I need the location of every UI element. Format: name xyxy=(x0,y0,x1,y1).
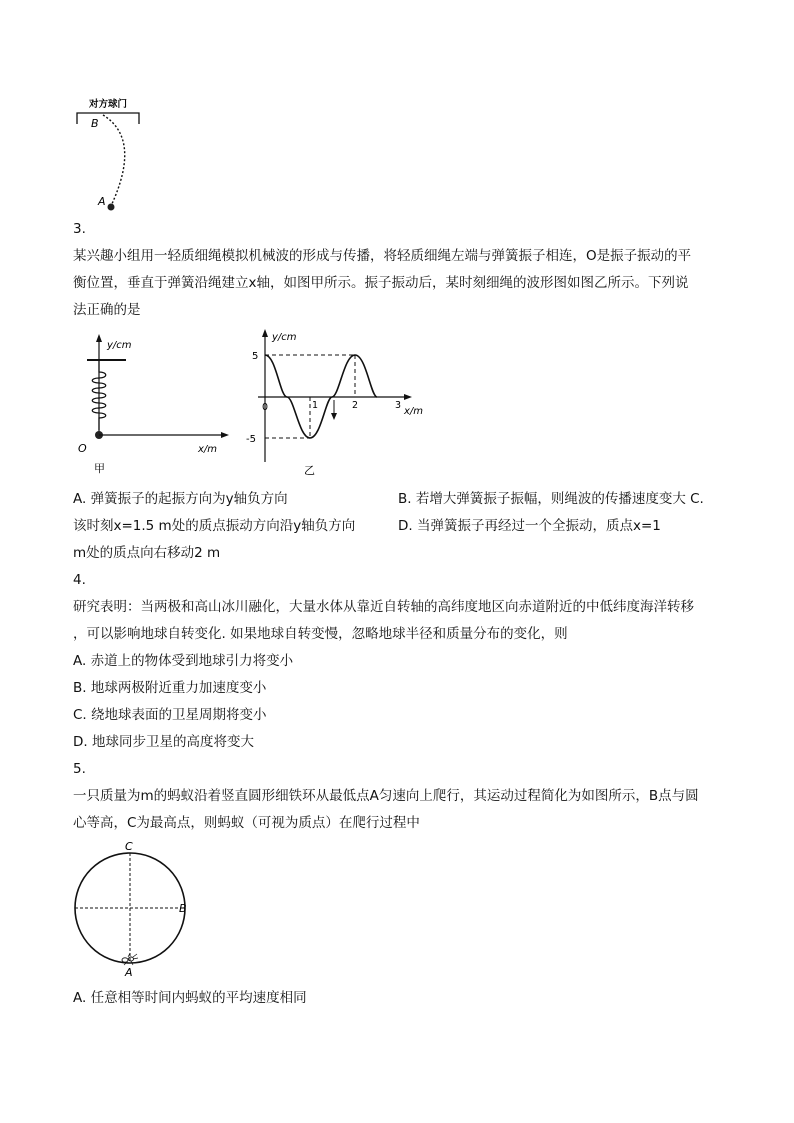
figure-yi xyxy=(240,322,440,480)
q3-option-c: 该时刻x=1.5 m处的质点振动方向沿y轴负方向 xyxy=(73,518,356,534)
goal-trajectory-figure xyxy=(70,94,150,214)
q3-option-a: A. 弹簧振子的起振方向为y轴负方向 xyxy=(73,491,288,507)
figure-jia-svg xyxy=(72,330,237,480)
q4-number: 4. xyxy=(73,572,86,588)
ring-point-b: B xyxy=(179,902,187,915)
ring-figure-svg xyxy=(70,838,200,980)
yi-origin-label: 0 xyxy=(262,402,269,413)
yi-x-label: x/m xyxy=(404,406,424,417)
q3-option-d-line-2: m处的质点向右移动2 m xyxy=(73,545,221,561)
jia-y-label: y/cm xyxy=(107,340,132,351)
q3-stem-line-2: 衡位置，垂直于弹簧沿绳建立x轴，如图甲所示。振子振动后，某时刻细绳的波形图如图乙所示。下列说 xyxy=(73,275,689,291)
ball-trajectory xyxy=(103,115,125,206)
yi-velocity-arrowhead xyxy=(331,413,337,420)
yi-y-bottom-label: -5 xyxy=(246,434,256,445)
jia-x-arrow xyxy=(221,432,229,438)
q4-option-c: C. 绕地球表面的卫星周期将变小 xyxy=(73,707,267,723)
ring-figure xyxy=(70,838,200,980)
jia-caption: 甲 xyxy=(94,462,105,475)
q4-option-b: B. 地球两极附近重力加速度变小 xyxy=(73,680,267,696)
q4-stem-line-2: ，可以影响地球自转变化. 如果地球自转变慢，忽略地球半径和质量分布的变化，则 xyxy=(73,626,568,642)
q3-stem-line-1: 某兴趣小组用一轻质细绳模拟机械波的形成与传播，将轻质细绳左端与弹簧振子相连，O是振子振动的平 xyxy=(73,248,692,264)
q5-number: 5. xyxy=(73,761,86,777)
q3-stem-line-3: 法正确的是 xyxy=(73,302,141,318)
q5-option-a: A. 任意相等时间内蚂蚁的平均速度相同 xyxy=(73,990,307,1006)
goal-trajectory-svg xyxy=(70,94,150,214)
q3-number: 3. xyxy=(73,221,86,237)
q4-option-d: D. 地球同步卫星的高度将变大 xyxy=(73,734,254,750)
q5-stem-line-1: 一只质量为m的蚂蚁沿着竖直圆形细铁环从最低点A匀速向上爬行，其运动过程简化为如图所示，B点与圆 xyxy=(73,788,699,804)
q3-option-b: B. 若增大弹簧振子振幅，则绳波的传播速度变大 C. xyxy=(398,491,704,507)
yi-y-arrow xyxy=(262,329,268,337)
yi-caption: 乙 xyxy=(304,464,315,477)
yi-tick-3: 3 xyxy=(395,400,402,411)
yi-tick-1: 1 xyxy=(312,400,319,411)
jia-x-label: x/m xyxy=(198,444,218,455)
point-b-label: B xyxy=(91,117,99,130)
yi-x-arrow xyxy=(404,394,412,400)
yi-y-top-label: 5 xyxy=(252,351,259,362)
figure-jia xyxy=(72,330,237,480)
jia-origin-label: O xyxy=(78,442,87,455)
figure-yi-svg xyxy=(240,322,440,480)
goal-title: 对方球门 xyxy=(89,99,128,110)
ring-point-a: A xyxy=(125,966,133,979)
q3-option-d-line-1: D. 当弹簧振子再经过一个全振动，质点x=1 xyxy=(398,518,661,534)
jia-y-arrow xyxy=(96,334,102,342)
point-a-label: A xyxy=(98,195,106,208)
q4-option-a: A. 赤道上的物体受到地球引力将变小 xyxy=(73,653,294,669)
q5-stem-line-2: 心等高，C为最高点，则蚂蚁（可视为质点）在爬行过程中 xyxy=(73,815,420,831)
yi-tick-2: 2 xyxy=(352,400,359,411)
q4-stem-line-1: 研究表明：当两极和高山冰川融化，大量水体从靠近自转轴的高纬度地区向赤道附近的中低纬度海洋转移 xyxy=(73,599,694,615)
yi-y-label: y/cm xyxy=(272,332,297,343)
ball-icon xyxy=(108,204,115,211)
ring-point-c: C xyxy=(125,840,133,853)
